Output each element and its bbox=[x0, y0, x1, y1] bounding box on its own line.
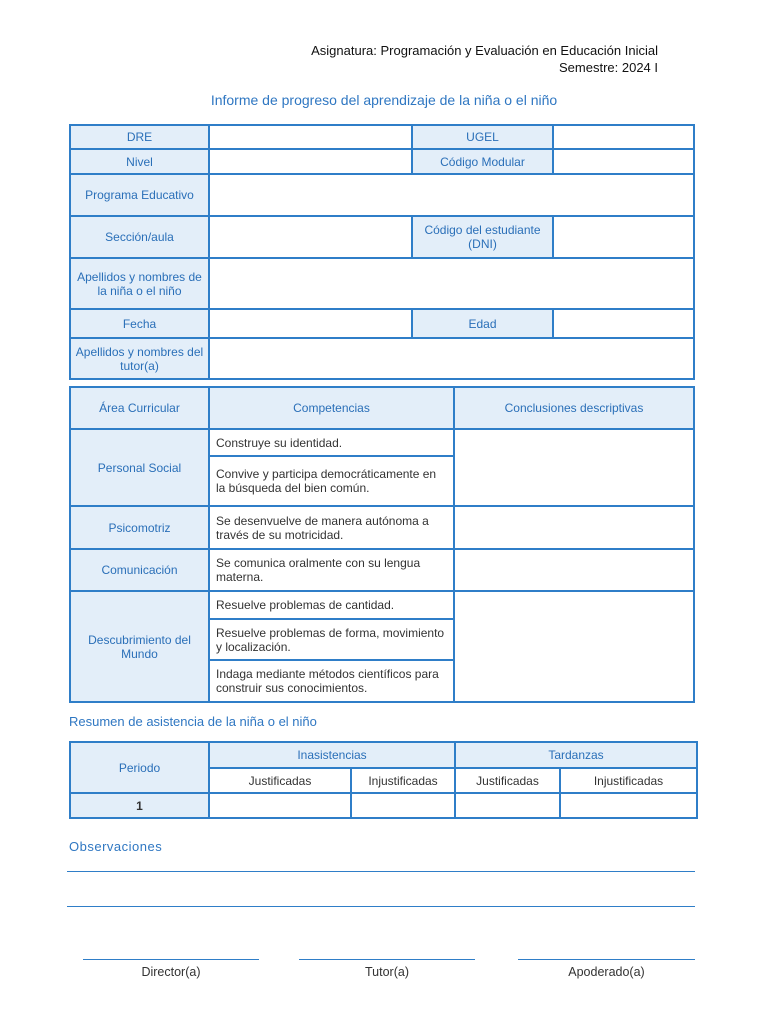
conclusion-psicomotriz[interactable] bbox=[454, 506, 694, 549]
area-header: Área Curricular bbox=[70, 387, 209, 429]
ugel-label: UGEL bbox=[412, 125, 553, 149]
dre-value[interactable] bbox=[209, 125, 412, 149]
programa-value[interactable] bbox=[209, 174, 694, 216]
area-psicomotriz: Psicomotriz bbox=[70, 506, 209, 549]
codigo-modular-value[interactable] bbox=[553, 149, 694, 174]
competencia-item: Indaga mediante métodos científicos para construir sus conocimientos. bbox=[209, 660, 454, 702]
dre-label: DRE bbox=[70, 125, 209, 149]
area-descubrimiento: Descubrimiento del Mundo bbox=[70, 591, 209, 702]
conclusiones-header: Conclusiones descriptivas bbox=[454, 387, 694, 429]
nivel-label: Nivel bbox=[70, 149, 209, 174]
student-info-table bbox=[69, 124, 695, 380]
codigo-modular-label: Código Modular bbox=[412, 149, 553, 174]
director-signature-line[interactable] bbox=[83, 959, 259, 960]
competencia-item: Resuelve problemas de forma, movimiento y localización. bbox=[209, 619, 454, 660]
course-header bbox=[311, 42, 658, 76]
conclusion-descubrimiento[interactable] bbox=[454, 591, 694, 702]
apellidos-label: Apellidos y nombres de la niña o el niño bbox=[70, 258, 209, 309]
codigo-estudiante-value[interactable] bbox=[553, 216, 694, 258]
tardanzas-justificadas-header: Justificadas bbox=[455, 768, 560, 793]
competencia-item: Se desenvuelve de manera autónoma a través de su motricidad. bbox=[209, 506, 454, 549]
apoderado-label: Apoderado(a) bbox=[568, 965, 645, 979]
observaciones-line-2[interactable] bbox=[67, 906, 695, 907]
nivel-value[interactable] bbox=[209, 149, 412, 174]
conclusion-comunicacion[interactable] bbox=[454, 549, 694, 591]
tutor-signature-label: Tutor(a) bbox=[365, 965, 409, 979]
director-label: Director(a) bbox=[141, 965, 201, 979]
edad-label: Edad bbox=[412, 309, 553, 338]
competencia-item: Resuelve problemas de cantidad. bbox=[209, 591, 454, 619]
apellidos-value[interactable] bbox=[209, 258, 694, 309]
attendance-cell[interactable] bbox=[455, 793, 560, 818]
asistencia-table bbox=[69, 741, 698, 819]
asistencia-title: Resumen de asistencia de la niña o el niño bbox=[69, 714, 317, 729]
tardanzas-header: Tardanzas bbox=[455, 742, 697, 768]
attendance-cell[interactable] bbox=[351, 793, 455, 818]
attendance-cell[interactable] bbox=[209, 793, 351, 818]
programa-label: Programa Educativo bbox=[70, 174, 209, 216]
fecha-value[interactable] bbox=[209, 309, 412, 338]
observaciones-line-1[interactable] bbox=[67, 871, 695, 872]
inasistencias-injustificadas-header: Injustificadas bbox=[351, 768, 455, 793]
inasistencias-header: Inasistencias bbox=[209, 742, 455, 768]
inasistencias-justificadas-header: Justificadas bbox=[209, 768, 351, 793]
area-personal-social: Personal Social bbox=[70, 429, 209, 506]
course-subject: Asignatura: Programación y Evaluación en Educación Inicial bbox=[311, 43, 658, 58]
periodo-header: Periodo bbox=[70, 742, 209, 793]
tardanzas-injustificadas-header: Injustificadas bbox=[560, 768, 697, 793]
observaciones-title: Observaciones bbox=[69, 839, 163, 854]
course-semester: Semestre: 2024 I bbox=[559, 60, 658, 75]
competencia-item: Construye su identidad. bbox=[209, 429, 454, 456]
apoderado-signature-line[interactable] bbox=[518, 959, 695, 960]
seccion-label: Sección/aula bbox=[70, 216, 209, 258]
tutor-value[interactable] bbox=[209, 338, 694, 379]
competencias-table bbox=[69, 386, 695, 703]
tutor-signature-line[interactable] bbox=[299, 959, 475, 960]
fecha-label: Fecha bbox=[70, 309, 209, 338]
competencia-item: Se comunica oralmente con su lengua materna. bbox=[209, 549, 454, 591]
area-comunicacion: Comunicación bbox=[70, 549, 209, 591]
edad-value[interactable] bbox=[553, 309, 694, 338]
attendance-cell[interactable] bbox=[560, 793, 697, 818]
seccion-value[interactable] bbox=[209, 216, 412, 258]
competencias-header: Competencias bbox=[209, 387, 454, 429]
competencia-item: Convive y participa democráticamente en la búsqueda del bien común. bbox=[209, 456, 454, 506]
periodo-row-label: 1 bbox=[70, 793, 209, 818]
codigo-estudiante-label: Código del estudiante (DNI) bbox=[412, 216, 553, 258]
report-title: Informe de progreso del aprendizaje de la niña o el niño bbox=[210, 92, 558, 108]
tutor-label: Apellidos y nombres del tutor(a) bbox=[70, 338, 209, 379]
conclusion-personal-social[interactable] bbox=[454, 429, 694, 506]
ugel-value[interactable] bbox=[553, 125, 694, 149]
